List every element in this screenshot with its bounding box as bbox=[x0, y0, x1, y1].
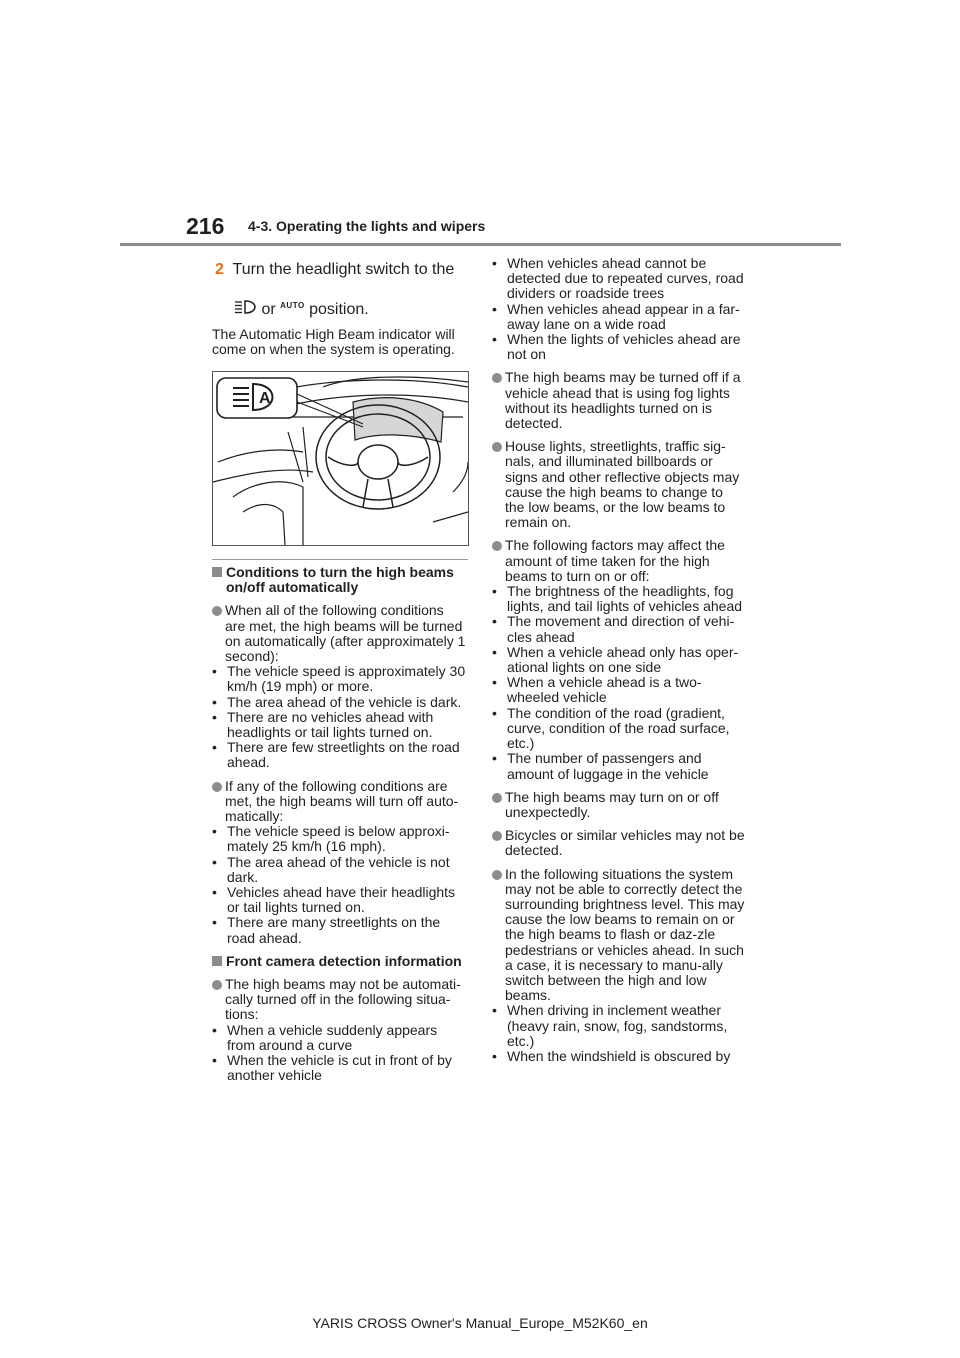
list-item: • The area ahead of the vehicle is dark. bbox=[212, 695, 466, 710]
bullet-reflective: House lights, streetlights, traffic sig-nals, and illuminated billboards or signs and other reflective objects may cause the high beams to change to the low beams, or the low beams to remain on. bbox=[492, 439, 746, 530]
list-item: • When a vehicle suddenly appears from around a curve bbox=[212, 1023, 466, 1053]
circle-bullet-icon bbox=[212, 606, 222, 616]
bullet-factors: The following factors may affect the amount of time taken for the high beams to turn on or off: • The brightness of the headlights, fog lights, and tail lights of vehicles ahead • The movement and direction of vehi-cles ahead • When a vehicle ahead only has oper-ational lights on one side • When a vehicle ahead is a two-wheeled vehicle • The condition of the road (gradient, curve, condition of the road surface, etc.) • The number of passengers and amount of luggage in the vehicle bbox=[492, 538, 746, 781]
circle-bullet-icon bbox=[212, 782, 222, 792]
list-item: • The condition of the road (gradient, curve, condition of the road surface, etc.) bbox=[492, 706, 746, 752]
square-bullet-icon bbox=[212, 956, 222, 966]
list-item: • When vehicles ahead cannot be detected due to repeated curves, road dividers or roadside trees bbox=[492, 256, 746, 302]
circle-bullet-icon bbox=[492, 831, 502, 841]
svg-text:A: A bbox=[259, 390, 271, 407]
headlight-icon bbox=[233, 299, 257, 320]
list-item: • When a vehicle ahead only has oper-ational lights on one side bbox=[492, 645, 746, 675]
or-text: or bbox=[261, 301, 276, 318]
heading-conditions: Conditions to turn the high beams on/off automatically bbox=[212, 565, 466, 595]
list-item: • When the windshield is obscured by bbox=[492, 1049, 746, 1064]
section-title: 4-3. Operating the lights and wipers bbox=[248, 218, 486, 234]
bullet-fog-lights: The high beams may be turned off if a vehicle ahead that is using fog lights without its headlights turned on is detected. bbox=[492, 370, 746, 431]
intro-paragraph: The Automatic High Beam indicator will come on when the system is operating. bbox=[212, 326, 455, 358]
header-divider bbox=[120, 243, 841, 246]
circle-bullet-icon bbox=[212, 980, 222, 990]
bullet-conditions-on: When all of the following conditions are met, the high beams will be turned on automatically (after approximately 1 second): • The vehicle speed is approximately 30 km/h (19 mph) or more. • The area ahead of the vehicle is dark. • There are no vehicles ahead with headlights or tail lights turned on. • There are few streetlights on the road ahead. bbox=[212, 603, 466, 770]
bullet-not-turned-off: The high beams may not be automati-cally turned off in the following situa-tions: • When a vehicle suddenly appears from around a curve • When the vehicle is cut in front of by another vehicle bbox=[212, 977, 466, 1083]
list-item: • There are many streetlights on the road ahead. bbox=[212, 915, 466, 945]
continued-list bbox=[492, 256, 746, 362]
step-number: 2 bbox=[215, 261, 224, 278]
square-bullet-icon bbox=[212, 567, 222, 577]
list-item: • There are few streetlights on the road ahead. bbox=[212, 740, 466, 770]
footer: YARIS CROSS Owner's Manual_Europe_M52K60_en bbox=[312, 1315, 648, 1331]
list-item: • The number of passengers and amount of luggage in the vehicle bbox=[492, 751, 746, 781]
list-item: • When the lights of vehicles ahead are not on bbox=[492, 332, 746, 362]
bullet-bicycles: Bicycles or similar vehicles may not be detected. bbox=[492, 828, 746, 858]
circle-bullet-icon bbox=[492, 541, 502, 551]
list-item: • When driving in inclement weather (heavy rain, snow, fog, sandstorms, etc.) bbox=[492, 1003, 746, 1049]
circle-bullet-icon bbox=[492, 442, 502, 452]
circle-bullet-icon bbox=[492, 793, 502, 803]
right-column bbox=[492, 256, 746, 1072]
heading-camera: Front camera detection information bbox=[212, 954, 466, 969]
step-2 bbox=[215, 260, 475, 320]
circle-bullet-icon bbox=[492, 870, 502, 880]
left-column bbox=[212, 565, 466, 1092]
list-item: • When the vehicle is cut in front of by another vehicle bbox=[212, 1053, 466, 1083]
list-item: • When vehicles ahead appear in a far-away lane on a wide road bbox=[492, 302, 746, 332]
page-number: 216 bbox=[186, 213, 225, 239]
circle-bullet-icon bbox=[492, 373, 502, 383]
bullet-brightness: In the following situations the system may not be able to correctly detect the surrounding brightness level. This may cause the low beams to remain on or the high beams to flash or daz-zle pedestrians or vehicles ahead. In such a case, it is necessary to manu-ally switch between the high and low beams. • When driving in inclement weather (heavy rain, snow, fog, sandstorms, etc.) • When the windshield is obscured by bbox=[492, 867, 746, 1065]
dashboard-illustration bbox=[212, 371, 469, 546]
list-item: • The vehicle speed is below approxi-mately 25 km/h (16 mph). bbox=[212, 824, 466, 854]
auto-icon: AUTO bbox=[280, 301, 305, 310]
list-item: • The area ahead of the vehicle is not dark. bbox=[212, 855, 466, 885]
step-text: Turn the headlight switch to the bbox=[232, 261, 455, 278]
list-item: • Vehicles ahead have their headlights or tail lights turned on. bbox=[212, 885, 466, 915]
list-item: • When a vehicle ahead is a two-wheeled vehicle bbox=[492, 675, 746, 705]
bullet-conditions-off: If any of the following conditions are met, the high beams will turn off auto-matically: • The vehicle speed is below approxi-mately 25 km/h (16 mph). • The area ahead of the vehicle is not dark. • Vehicles ahead have their headlights or tail lights turned on. • There are many streetlights on the road ahead. bbox=[212, 779, 466, 946]
position-text: position. bbox=[309, 301, 369, 318]
list-item: • The vehicle speed is approximately 30 km/h (19 mph) or more. bbox=[212, 664, 466, 694]
list-item: • The movement and direction of vehi-cles ahead bbox=[492, 614, 746, 644]
list-item: • There are no vehicles ahead with headlights or tail lights turned on. bbox=[212, 710, 466, 740]
section-divider bbox=[212, 559, 468, 560]
list-item: • The brightness of the headlights, fog lights, and tail lights of vehicles ahead bbox=[492, 584, 746, 614]
bullet-unexpected: The high beams may turn on or off unexpectedly. bbox=[492, 790, 746, 820]
